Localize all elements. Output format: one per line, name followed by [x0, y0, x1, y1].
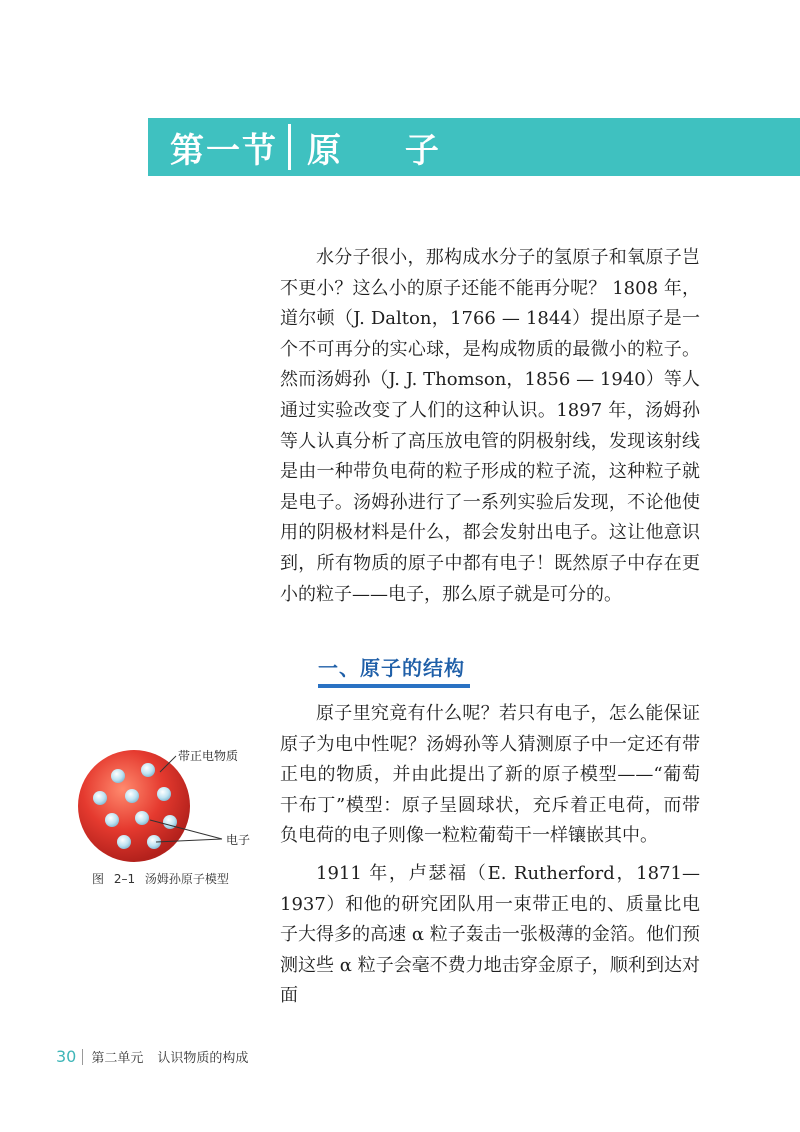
- section-title-bar: [148, 118, 800, 176]
- electron: [105, 813, 119, 827]
- unit-label: 第二单元: [91, 1051, 144, 1066]
- page-footer: [56, 1047, 248, 1066]
- page-number: 30: [56, 1047, 77, 1066]
- electron: [93, 791, 107, 805]
- subsection-heading: 一、原子的结构: [318, 656, 465, 680]
- intro-paragraph: 水分子很小，那构成水分子的氢原子和氧原子岂不更小？这么小的原子还能不能再分呢？ 1808 年，道尔顿（J. Dalton，1766 — 1844）提出原子是一个不可再分的实心球，是构成物质的最微小的粒子。然而汤姆孙（J. J. Thomson，1856 — 1940）等人通过实验改变了人们的这种认识。1897 年，汤姆孙等人认真分析了高压放电管的阴极射线，发现该射线是由一种带负电荷的粒子形成的粒子流，这种粒子就是电子。汤姆孙进行了一系列实验后发现，不论他使用的阴极材料是什么，都会发射出电子。这让他意识到，所有物质的原子中都有电子！既然原子中存在更小的粒子——电子，那么原子就是可分的。: [280, 247, 700, 605]
- electron: [141, 763, 155, 777]
- section-name: 原 子: [307, 130, 465, 171]
- footer-divider: [82, 1049, 83, 1065]
- heading-underline: [318, 684, 470, 688]
- electron: [135, 811, 149, 825]
- figure-caption: 图 2–1 汤姆孙原子模型: [92, 872, 229, 886]
- atom-model-illustration: [70, 740, 270, 870]
- title-divider: [288, 124, 291, 170]
- electron: [111, 769, 125, 783]
- positive-matter-label: 带正电物质: [178, 749, 239, 763]
- electron: [157, 787, 171, 801]
- electron: [117, 835, 131, 849]
- body-paragraph-thomson: 原子里究竟有什么呢？若只有电子，怎么能保证原子为电中性呢？汤姆孙等人猜测原子中一定还有带正电的物质，并由此提出了新的原子模型——“葡萄干布丁”模型：原子呈圆球状，充斥着正电荷，而带负电荷的电子则像一粒粒葡萄干一样镶嵌其中。: [280, 703, 700, 847]
- section-number: 第一节: [170, 130, 278, 171]
- unit-title: 认识物质的构成: [157, 1051, 249, 1066]
- body-paragraph-rutherford: 1911 年，卢瑟福（E. Rutherford，1871—1937）和他的研究团队用一束带正电的、质量比电子大得多的高速 α 粒子轰击一张极薄的金箔。他们预测这些 α 粒子会毫不费力地击穿金原子，顺利到达对面: [280, 863, 700, 1007]
- electron-label: 电子: [226, 833, 251, 847]
- positive-sphere: [78, 750, 190, 862]
- electron: [125, 789, 139, 803]
- thomson-model-figure: [70, 740, 270, 890]
